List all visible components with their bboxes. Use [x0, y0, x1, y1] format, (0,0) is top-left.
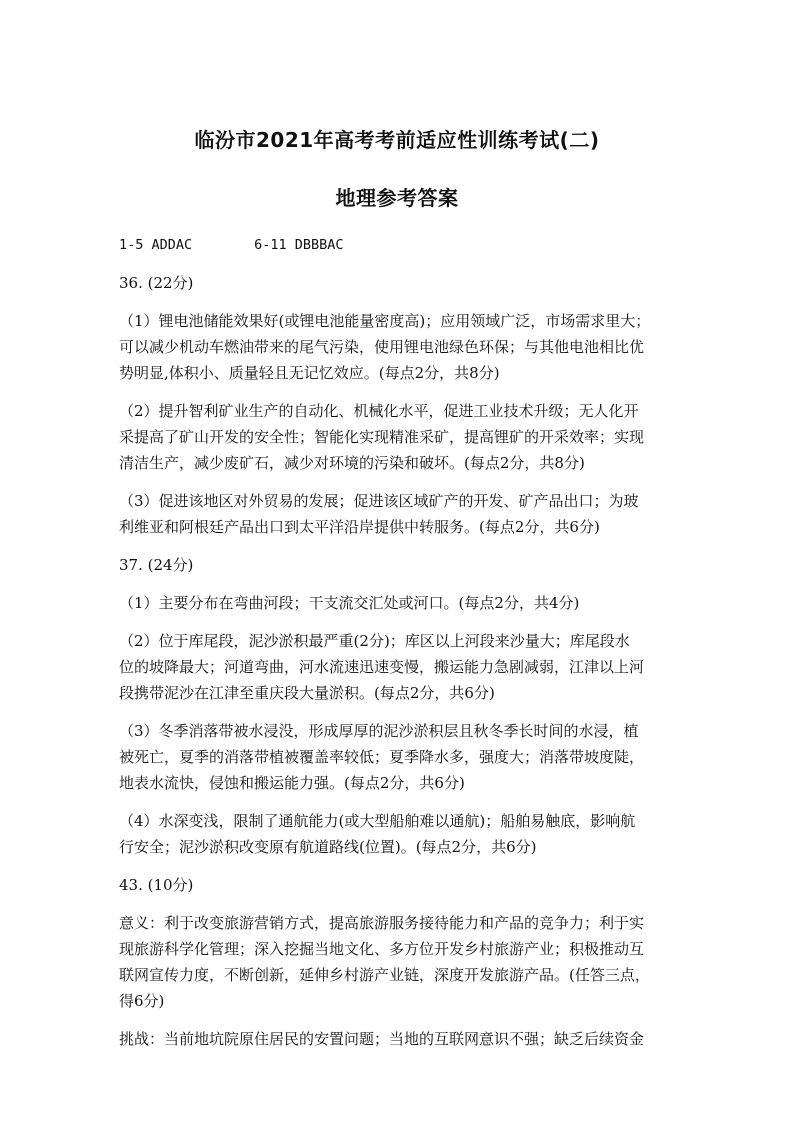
text-line: 采提高了矿山开发的安全性；智能化实现精准采矿，提高锂矿的开采效率；实现 [119, 428, 645, 446]
text-line: （2）位于库尾段，泥沙淤积最严重(2分)；库区以上河段来沙量大；库尾段水 [119, 632, 630, 650]
q43-challenges [119, 1026, 681, 1052]
text-line: 联网宣传力度，不断创新，延伸乡村游产业链，深度开发旅游产品。(任答三点， [119, 966, 650, 984]
q37-part3 [119, 718, 681, 796]
text-line: （4）水深变浅，限制了通航能力(或大型船舶难以通航)；船舶易触底，影响航 [119, 812, 636, 830]
q37-heading: 37. (24分) [119, 556, 194, 574]
text-line: 行安全；泥沙淤积改变原有航道路线(位置)。(每点2分，共6分) [119, 838, 537, 856]
text-line: 利维亚和阿根廷产品出口到太平洋沿岸提供中转服务。(每点2分，共6分) [119, 518, 600, 536]
text-line: 段携带泥沙在江津至重庆段大量淤积。(每点2分，共6分) [119, 684, 495, 702]
text-line: 现旅游科学化管理；深入挖掘当地文化、多方位开发乡村旅游产业；积极推动互 [119, 940, 645, 958]
choice-answers-1-5: 1-5 ADDAC [119, 237, 193, 253]
text-line: （1）锂电池储能效果好(或锂电池能量密度高)；应用领域广泛，市场需求里大； [119, 312, 651, 330]
q37-part1 [119, 590, 681, 616]
text-line: 地表水流快，侵蚀和搬运能力强。(每点2分，共6分) [119, 774, 465, 792]
page-subtitle: 地理参考答案 [335, 186, 459, 210]
q36-part2 [119, 398, 681, 476]
text-line: 被死亡，夏季的消落带植被覆盖率较低；夏季降水多，强度大；消落带坡度陡， [119, 748, 645, 766]
q37-part4 [119, 808, 681, 860]
text-line: 可以减少机动车燃油带来的尾气污染，使用锂电池绿色环保；与其他电池相比优 [119, 338, 645, 356]
q36-heading: 36. (22分) [119, 274, 194, 292]
choice-answers [119, 232, 681, 258]
text-line: （2）提升智利矿业生产的自动化、机械化水平，促进工业技术升级；无人化开 [119, 402, 639, 420]
choice-answers-6-11: 6-11 DBBBAC [254, 237, 344, 253]
q43-heading: 43. (10分) [119, 876, 194, 894]
q43-significance [119, 910, 681, 1014]
q37-part2 [119, 628, 681, 706]
text-line: （3）促进该地区对外贸易的发展；促进该区域矿产的开发、矿产品出口；为玻 [119, 492, 639, 510]
q36-part1 [119, 308, 681, 386]
text-line: 清洁生产，减少废矿石，减少对环境的污染和破坏。(每点2分，共8分) [119, 454, 585, 472]
text-line: 挑战：当前地坑院原住居民的安置问题；当地的互联网意识不强；缺乏后续资金 [119, 1030, 645, 1048]
text-line: 意义：利于改变旅游营销方式，提高旅游服务接待能力和产品的竞争力；利于实 [119, 914, 645, 932]
text-line: （1）主要分布在弯曲河段；干支流交汇处或河口。(每点2分，共4分) [119, 594, 580, 612]
text-line: 位的坡降最大；河道弯曲，河水流速迅速变慢，搬运能力急剧减弱，江津以上河 [119, 658, 645, 676]
page-title: 临汾市2021年高考考前适应性训练考试(二) [194, 128, 600, 152]
text-line: （3）冬季消落带被水浸没，形成厚厚的泥沙淤积层且秋冬季长时间的水浸，植 [119, 722, 639, 740]
text-line: 势明显,体积小、质量轻且无记忆效应。(每点2分，共8分) [119, 364, 500, 382]
text-line: 得6分) [119, 992, 165, 1010]
answer-body [119, 232, 681, 1064]
q36-part3 [119, 488, 681, 540]
